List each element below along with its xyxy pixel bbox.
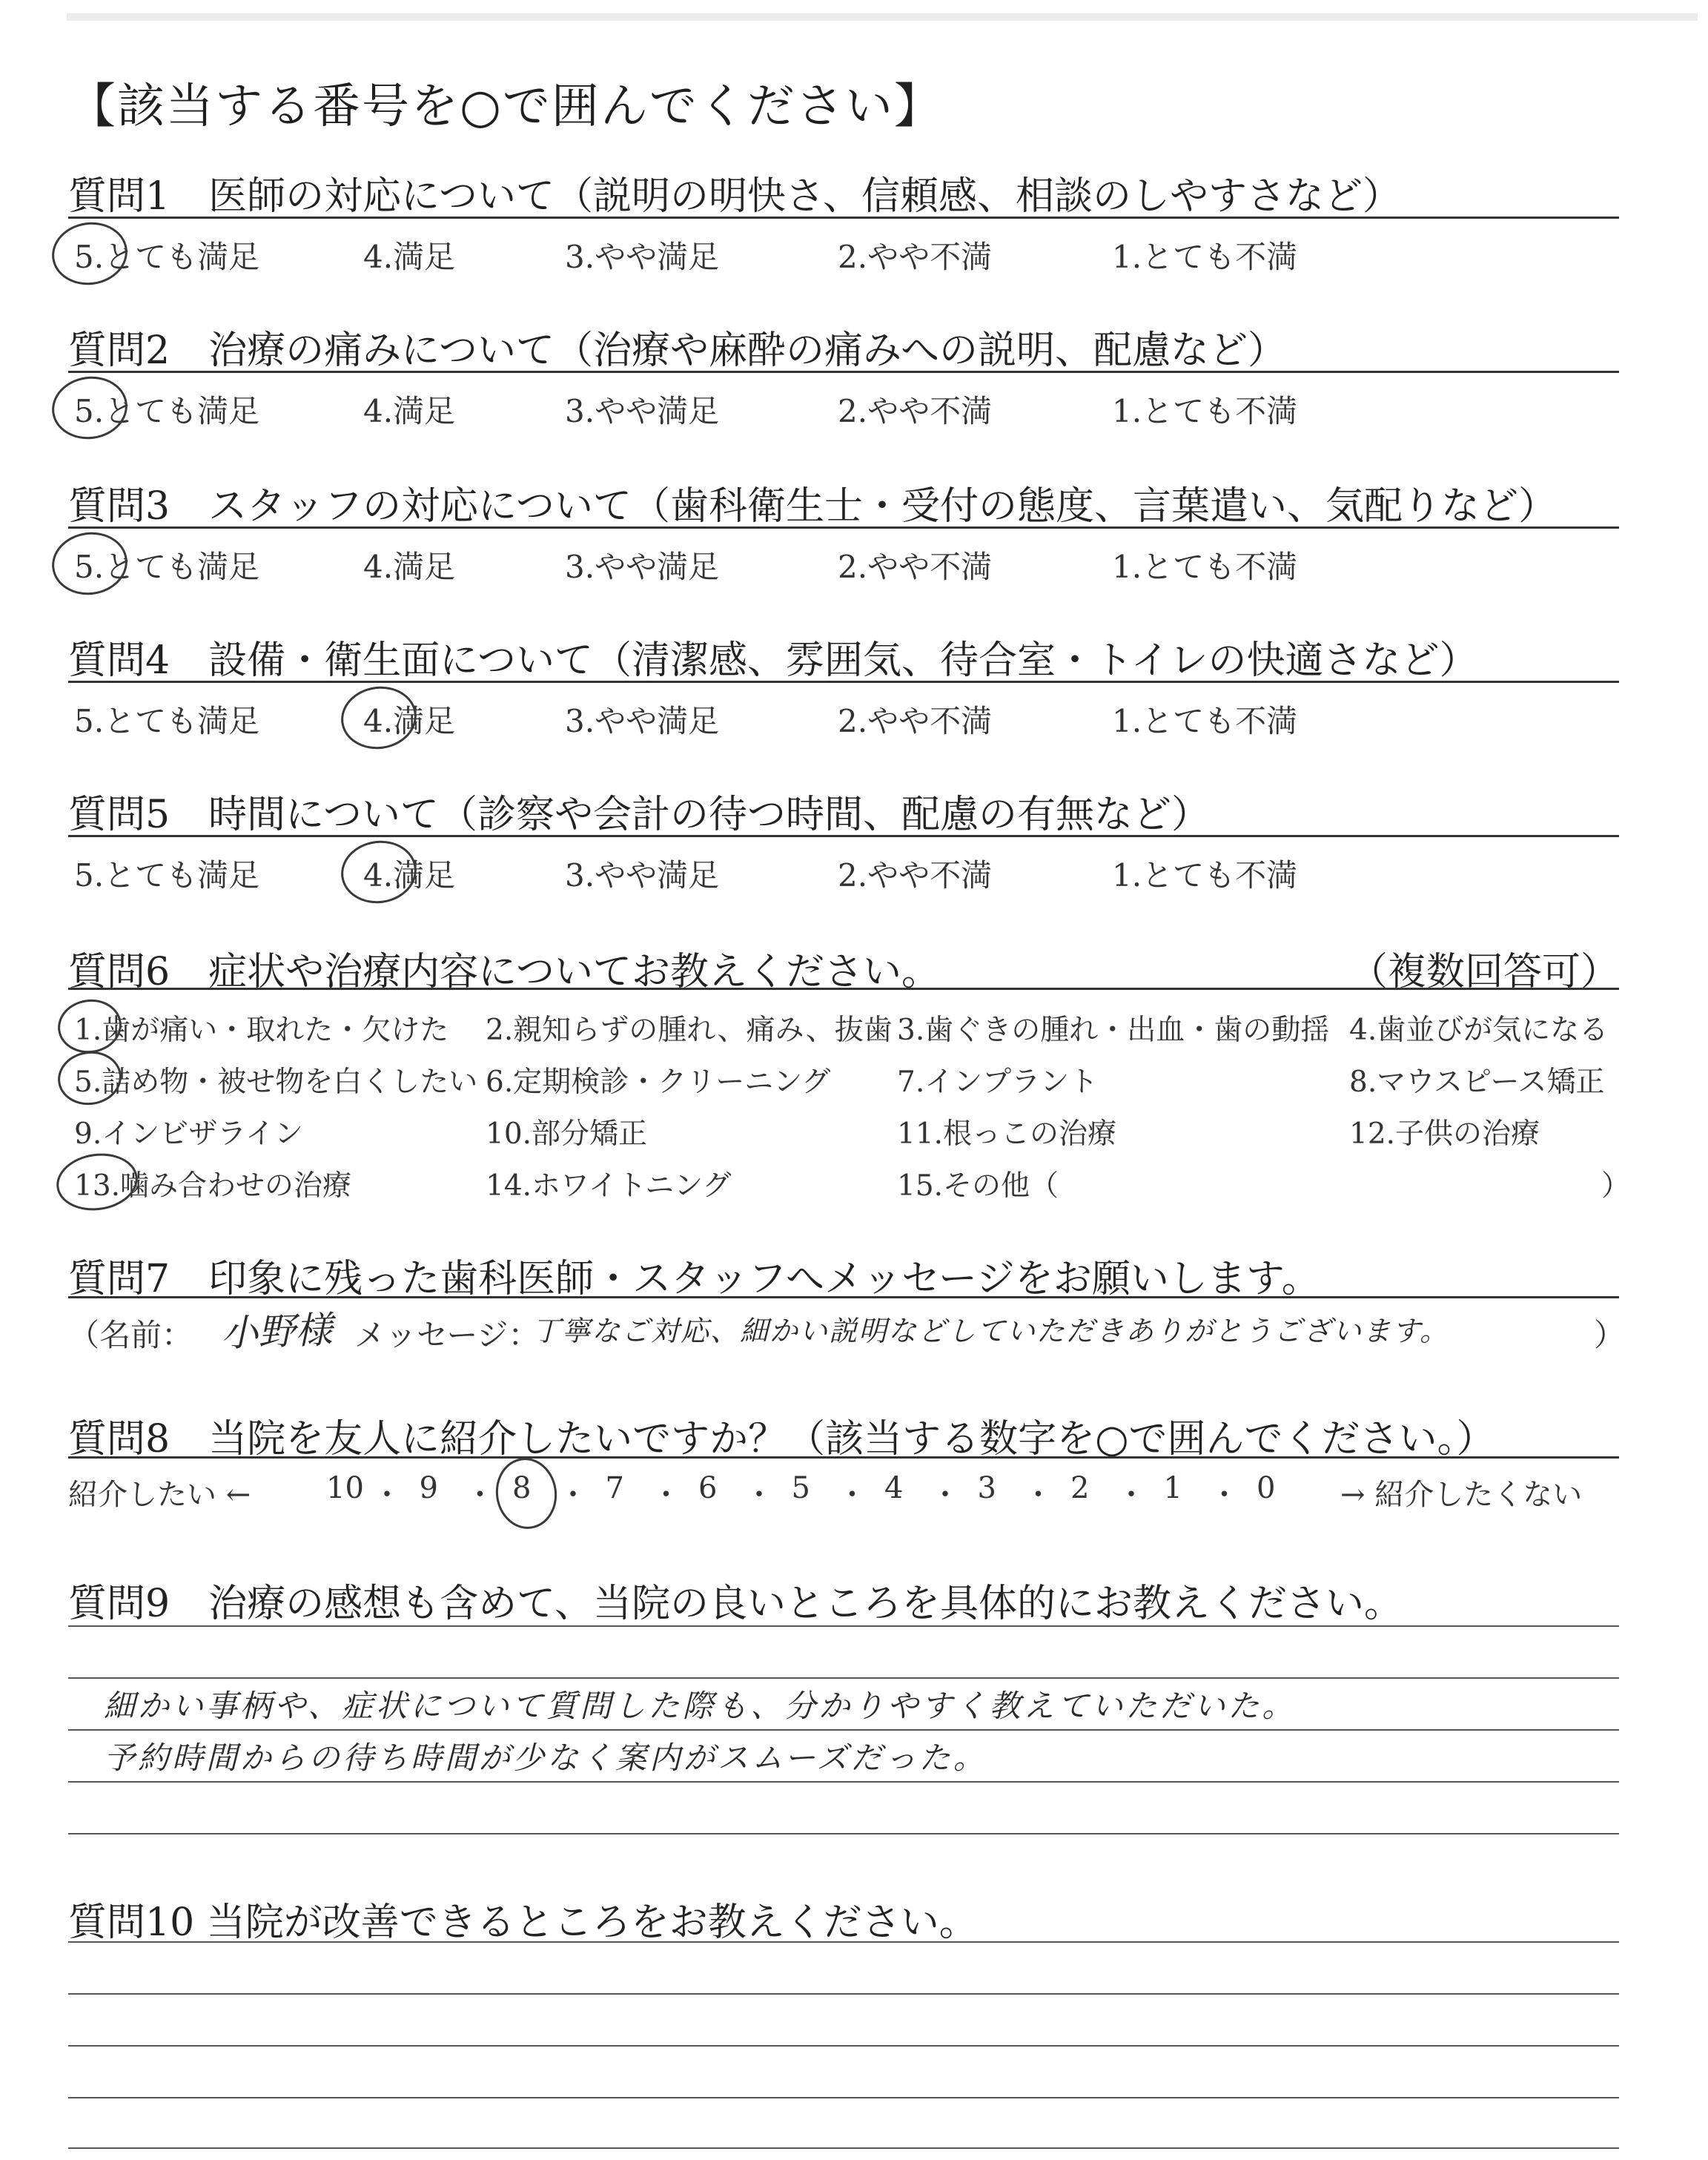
q5-option-3[interactable]: 3.やや満足: [565, 857, 720, 894]
q1-option-4[interactable]: 4.満足: [363, 239, 456, 275]
q5-option-4[interactable]: 4.満足: [363, 857, 456, 894]
q2-rule: [68, 371, 1619, 373]
q6-option-14[interactable]: 14.ホワイトニング: [486, 1169, 732, 1203]
q3-option-3[interactable]: 3.やや満足: [565, 549, 720, 585]
q6-option-6[interactable]: 6.定期検診・クリーニング: [486, 1066, 831, 1099]
q9-line-5: [68, 1833, 1619, 1834]
q5-option-5[interactable]: 5.とても満足: [74, 857, 260, 894]
q2-option-2[interactable]: 2.やや不満: [838, 393, 993, 429]
q6-note: （複数回答可）: [1349, 950, 1620, 994]
q3-option-2[interactable]: 2.やや不満: [838, 549, 993, 585]
q8-scale-10[interactable]: 10: [326, 1471, 364, 1505]
q2-selected-circle: [48, 371, 132, 443]
q8-scale-separator: ・: [744, 1478, 774, 1512]
q1-option-1[interactable]: 1.とても不満: [1112, 239, 1298, 275]
q8-scale-3[interactable]: 3: [977, 1471, 996, 1505]
q1-selected-circle: [48, 217, 132, 289]
q4-option-1[interactable]: 1.とても不満: [1112, 703, 1298, 739]
q10-line-4: [68, 2097, 1619, 2098]
q3-rule: [68, 526, 1619, 529]
q8-scale-separator: ・: [1209, 1478, 1239, 1512]
q6-option-11[interactable]: 11.根っこの治療: [897, 1117, 1117, 1151]
q8-scale-1[interactable]: 1: [1163, 1471, 1182, 1505]
q10-line-3: [68, 2045, 1619, 2047]
q1-rule: [68, 217, 1619, 219]
q4-option-5[interactable]: 5.とても満足: [74, 703, 260, 739]
q6-option-12[interactable]: 12.子供の治療: [1349, 1117, 1540, 1151]
q4-option-2[interactable]: 2.やや不満: [838, 703, 993, 739]
q9-line-1: [68, 1625, 1619, 1627]
q8-scale-7[interactable]: 7: [605, 1471, 624, 1505]
q6-option-8[interactable]: 8.マウスピース矯正: [1349, 1066, 1605, 1099]
q3-option-4[interactable]: 4.満足: [363, 549, 456, 585]
q8-right-label: → 紹介したくない: [1340, 1478, 1583, 1512]
q4-title: 質問4 設備・衛生面について（清潔感、雰囲気、待合室・トイレの快適さなど）: [68, 638, 1478, 683]
q5-option-2[interactable]: 2.やや不満: [838, 857, 993, 894]
q8-scale-0[interactable]: 0: [1257, 1471, 1276, 1505]
q7-message-value[interactable]: 丁寧なご対応、細かい説明などしていただきありがとうございます。: [532, 1315, 1449, 1347]
q4-option-3[interactable]: 3.やや満足: [565, 703, 720, 739]
q3-title: 質問3 スタッフの対応について（歯科衛生士・受付の態度、言葉遣い、気配りなど）: [68, 484, 1558, 529]
q9-line-3: [68, 1729, 1619, 1731]
q1-title: 質問1 医師の対応について（説明の明快さ、信頼感、相談のしやすさなど）: [68, 174, 1401, 219]
q9-answer-line-2[interactable]: 予約時間からの待ち時間が少なく案内がスムーズだった。: [104, 1740, 987, 1776]
q6-option-4[interactable]: 4.歯並びが気になる: [1349, 1014, 1609, 1047]
q6-option-1[interactable]: 1.歯が痛い・取れた・欠けた: [74, 1014, 449, 1047]
q9-line-2: [68, 1677, 1619, 1679]
q7-name-label: （名前：: [68, 1317, 193, 1353]
q8-scale-6[interactable]: 6: [698, 1471, 718, 1505]
q8-scale-separator: ・: [465, 1478, 495, 1512]
q2-option-1[interactable]: 1.とても不満: [1112, 393, 1298, 429]
q6-option-3[interactable]: 3.歯ぐきの腫れ・出血・歯の動揺: [897, 1014, 1330, 1047]
q3-selected-circle: [48, 527, 132, 599]
q4-selected-circle: [337, 681, 421, 753]
q8-scale-2[interactable]: 2: [1070, 1471, 1090, 1505]
q8-scale-separator: ・: [651, 1478, 681, 1512]
q6-title: 質問6 症状や治療内容についてお教えください。: [68, 950, 941, 994]
q6-option-2[interactable]: 2.親知らずの腫れ、痛み、抜歯: [486, 1014, 893, 1047]
q8-rule: [68, 1456, 1619, 1459]
q1-option-3[interactable]: 3.やや満足: [565, 239, 720, 275]
q8-title: 質問8 当院を友人に紹介したいですか？（該当する数字を○で囲んでください。）: [68, 1417, 1495, 1462]
q7-rule: [68, 1296, 1619, 1298]
q6-option-13[interactable]: 13.噛み合わせの治療: [74, 1169, 352, 1203]
q8-scale-separator: ・: [837, 1478, 867, 1512]
scan-edge: [67, 13, 1698, 21]
q9-answer-line-1[interactable]: 細かい事柄や、症状について質問した際も、分かりやすく教えていただいた。: [104, 1688, 1297, 1724]
q6-rule: [68, 988, 1619, 990]
q8-selected-circle: [491, 1454, 562, 1533]
q6-selected-circle-13: [53, 1149, 142, 1216]
q5-selected-circle: [337, 836, 421, 908]
q6-option-7[interactable]: 7.インプラント: [897, 1066, 1099, 1099]
q8-scale-separator: ・: [1023, 1478, 1053, 1512]
q9-title: 質問9 治療の感想も含めて、当院の良いところを具体的にお教えください。: [68, 1582, 1403, 1626]
q8-scale-4[interactable]: 4: [884, 1471, 904, 1505]
q8-scale-separator: ・: [1116, 1478, 1146, 1512]
q2-option-4[interactable]: 4.満足: [363, 393, 456, 429]
q10-line-2: [68, 1993, 1619, 1995]
q8-scale-separator: ・: [930, 1478, 960, 1512]
q6-option-9[interactable]: 9.インビザライン: [74, 1117, 304, 1151]
q7-title: 質問7 印象に残った歯科医師・スタッフへメッセージをお願いします。: [68, 1257, 1320, 1301]
q10-line-1: [68, 1941, 1619, 1943]
q8-left-label: 紹介したい ←: [68, 1478, 251, 1512]
q8-scale-separator: ・: [372, 1478, 402, 1512]
q8-scale-9[interactable]: 9: [419, 1471, 438, 1505]
q8-scale-8[interactable]: 8: [512, 1471, 532, 1505]
q2-option-5[interactable]: 5.とても満足: [74, 393, 260, 429]
q4-option-4[interactable]: 4.満足: [363, 703, 456, 739]
q3-option-1[interactable]: 1.とても不満: [1112, 549, 1298, 585]
q6-option-15-close: ）: [1601, 1169, 1631, 1203]
q7-close: ）: [1594, 1317, 1626, 1353]
q4-rule: [68, 681, 1619, 683]
q1-option-2[interactable]: 2.やや不満: [838, 239, 993, 275]
q6-option-5[interactable]: 5.詰め物・被せ物を白くしたい: [74, 1066, 478, 1099]
q1-option-5[interactable]: 5.とても満足: [74, 239, 260, 275]
q5-rule: [68, 835, 1619, 837]
page-header: 【該当する番号を○で囲んでください】: [68, 79, 943, 134]
q5-option-1[interactable]: 1.とても不満: [1112, 857, 1298, 894]
q2-title: 質問2 治療の痛みについて（治療や麻酔の痛みへの説明、配慮など）: [68, 328, 1287, 373]
q9-line-4: [68, 1781, 1619, 1783]
q10-line-5: [68, 2147, 1619, 2149]
q3-option-5[interactable]: 5.とても満足: [74, 549, 260, 585]
q10-title: 質問10 当院が改善できるところをお教えください。: [68, 1900, 978, 1945]
q5-title: 質問5 時間について（診察や会計の待つ時間、配慮の有無など）: [68, 793, 1211, 837]
q2-option-3[interactable]: 3.やや満足: [565, 393, 720, 429]
q8-scale-separator: ・: [558, 1478, 588, 1512]
q7-message-label: メッセージ：: [354, 1317, 540, 1353]
q6-option-15[interactable]: 15.その他（: [897, 1169, 1059, 1203]
q7-name-value[interactable]: 小野様: [220, 1308, 334, 1355]
q8-scale-5[interactable]: 5: [791, 1471, 810, 1505]
q6-option-10[interactable]: 10.部分矯正: [486, 1117, 648, 1151]
